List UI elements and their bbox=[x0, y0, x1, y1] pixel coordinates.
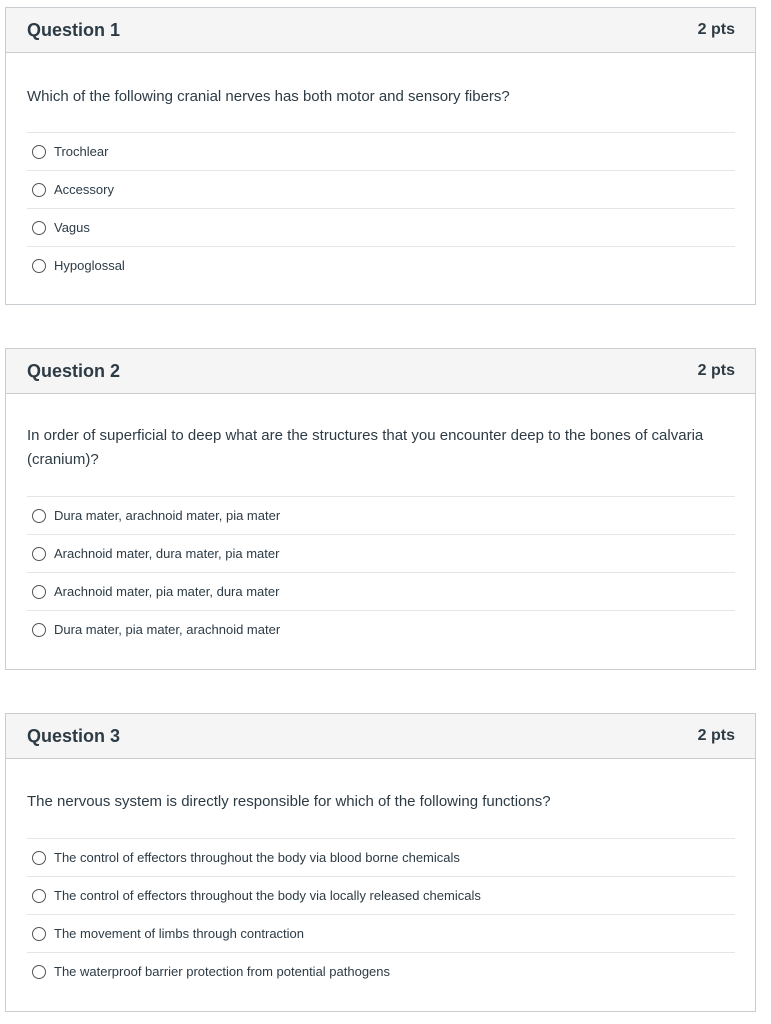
question-1-card bbox=[5, 7, 756, 305]
answer-label[interactable]: Trochlear bbox=[54, 144, 109, 159]
answer-label[interactable]: Arachnoid mater, dura mater, pia mater bbox=[54, 546, 280, 561]
answer-option[interactable] bbox=[27, 952, 735, 990]
question-points: 2 pts bbox=[697, 727, 735, 744]
radio-button[interactable] bbox=[32, 183, 46, 197]
question-title: Question 1 bbox=[27, 19, 121, 40]
answer-label[interactable]: The waterproof barrier protection from potential pathogens bbox=[54, 964, 391, 979]
question-header bbox=[6, 349, 755, 394]
question-2-card bbox=[5, 348, 756, 670]
answer-label[interactable]: The movement of limbs through contraction bbox=[54, 926, 305, 941]
answer-label[interactable]: Vagus bbox=[54, 220, 90, 235]
radio-button[interactable] bbox=[32, 221, 46, 235]
radio-button[interactable] bbox=[32, 585, 46, 599]
answer-option[interactable] bbox=[27, 132, 735, 170]
question-3-card bbox=[5, 713, 756, 1012]
answer-option[interactable] bbox=[27, 838, 735, 876]
answer-label[interactable]: The control of effectors throughout the body via blood borne chemicals bbox=[54, 850, 460, 865]
answer-label[interactable]: Accessory bbox=[54, 182, 114, 197]
answer-option[interactable] bbox=[27, 534, 735, 572]
radio-button[interactable] bbox=[32, 623, 46, 637]
answer-list bbox=[27, 838, 735, 990]
question-body bbox=[6, 53, 755, 284]
answer-option[interactable] bbox=[27, 572, 735, 610]
answer-option[interactable] bbox=[27, 170, 735, 208]
answer-label[interactable]: Hypoglossal bbox=[54, 258, 125, 273]
answer-option[interactable] bbox=[27, 496, 735, 534]
answer-option[interactable] bbox=[27, 208, 735, 246]
answer-label[interactable]: The control of effectors throughout the body via locally released chemicals bbox=[54, 888, 481, 903]
answer-list bbox=[27, 496, 735, 648]
question-text: Which of the following cranial nerves has both motor and sensory fibers? bbox=[27, 88, 510, 105]
answer-option[interactable] bbox=[27, 610, 735, 648]
answer-list bbox=[27, 132, 735, 284]
radio-button[interactable] bbox=[32, 259, 46, 273]
question-text: The nervous system is directly responsible for which of the following functions? bbox=[27, 793, 551, 810]
question-title: Question 3 bbox=[27, 725, 121, 746]
answer-option[interactable] bbox=[27, 914, 735, 952]
answer-label[interactable]: Arachnoid mater, pia mater, dura mater bbox=[54, 584, 280, 599]
radio-button[interactable] bbox=[32, 927, 46, 941]
radio-button[interactable] bbox=[32, 547, 46, 561]
question-header bbox=[6, 8, 755, 53]
answer-option[interactable] bbox=[27, 246, 735, 284]
question-points: 2 pts bbox=[697, 362, 735, 379]
question-text: In order of superficial to deep what are the structures that you encounter deep to the bones of calvaria (cranium)? bbox=[27, 427, 704, 468]
answer-label[interactable]: Dura mater, pia mater, arachnoid mater bbox=[54, 622, 281, 637]
radio-button[interactable] bbox=[32, 145, 46, 159]
question-title: Question 2 bbox=[27, 360, 121, 381]
question-points: 2 pts bbox=[697, 21, 735, 38]
radio-button[interactable] bbox=[32, 851, 46, 865]
question-body bbox=[6, 759, 755, 990]
radio-button[interactable] bbox=[32, 509, 46, 523]
answer-label[interactable]: Dura mater, arachnoid mater, pia mater bbox=[54, 508, 281, 523]
radio-button[interactable] bbox=[32, 965, 46, 979]
question-body bbox=[6, 394, 755, 648]
radio-button[interactable] bbox=[32, 889, 46, 903]
answer-option[interactable] bbox=[27, 876, 735, 914]
question-header bbox=[6, 714, 755, 759]
